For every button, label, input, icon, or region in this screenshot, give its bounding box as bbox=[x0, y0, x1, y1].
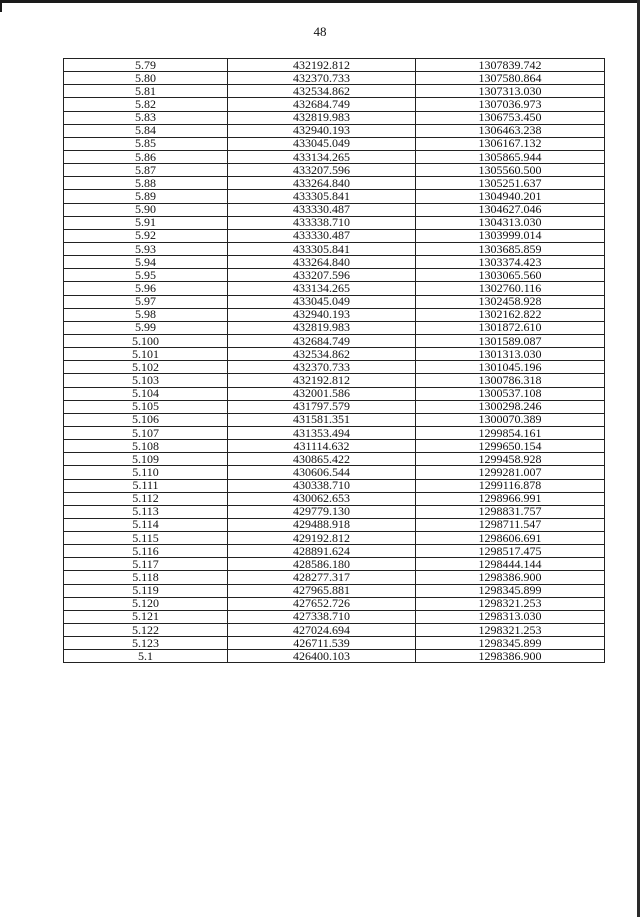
point-id-cell: 5.104 bbox=[64, 387, 228, 400]
table-row bbox=[64, 374, 605, 387]
y-coordinate-cell: 1303065.560 bbox=[416, 269, 605, 282]
table-row bbox=[64, 124, 605, 137]
table-row bbox=[64, 295, 605, 308]
x-coordinate-cell: 429488.918 bbox=[228, 518, 416, 531]
x-coordinate-cell: 432534.862 bbox=[228, 85, 416, 98]
x-coordinate-cell: 432819.983 bbox=[228, 321, 416, 334]
x-coordinate-cell: 433330.487 bbox=[228, 203, 416, 216]
point-id-cell: 5.120 bbox=[64, 597, 228, 610]
y-coordinate-cell: 1298606.691 bbox=[416, 532, 605, 545]
point-id-cell: 5.111 bbox=[64, 479, 228, 492]
x-coordinate-cell: 430062.653 bbox=[228, 492, 416, 505]
y-coordinate-cell: 1304313.030 bbox=[416, 216, 605, 229]
point-id-cell: 5.121 bbox=[64, 610, 228, 623]
point-id-cell: 5.117 bbox=[64, 558, 228, 571]
x-coordinate-cell: 427024.694 bbox=[228, 624, 416, 637]
table-row bbox=[64, 440, 605, 453]
table-row bbox=[64, 59, 605, 72]
y-coordinate-cell: 1298966.991 bbox=[416, 492, 605, 505]
point-id-cell: 5.107 bbox=[64, 426, 228, 439]
y-coordinate-cell: 1298517.475 bbox=[416, 545, 605, 558]
scan-border-top bbox=[0, 0, 640, 3]
x-coordinate-cell: 432819.983 bbox=[228, 111, 416, 124]
point-id-cell: 5.103 bbox=[64, 374, 228, 387]
y-coordinate-cell: 1307036.973 bbox=[416, 98, 605, 111]
x-coordinate-cell: 433134.265 bbox=[228, 150, 416, 163]
y-coordinate-cell: 1300786.318 bbox=[416, 374, 605, 387]
point-id-cell: 5.86 bbox=[64, 150, 228, 163]
table-row bbox=[64, 85, 605, 98]
table-row bbox=[64, 72, 605, 85]
x-coordinate-cell: 431353.494 bbox=[228, 426, 416, 439]
y-coordinate-cell: 1298831.757 bbox=[416, 505, 605, 518]
y-coordinate-cell: 1298345.899 bbox=[416, 584, 605, 597]
point-id-cell: 5.116 bbox=[64, 545, 228, 558]
x-coordinate-cell: 427652.726 bbox=[228, 597, 416, 610]
y-coordinate-cell: 1307313.030 bbox=[416, 85, 605, 98]
y-coordinate-cell: 1306753.450 bbox=[416, 111, 605, 124]
y-coordinate-cell: 1298313.030 bbox=[416, 610, 605, 623]
point-id-cell: 5.89 bbox=[64, 190, 228, 203]
table-row bbox=[64, 361, 605, 374]
point-id-cell: 5.113 bbox=[64, 505, 228, 518]
point-id-cell: 5.119 bbox=[64, 584, 228, 597]
y-coordinate-cell: 1299281.007 bbox=[416, 466, 605, 479]
x-coordinate-cell: 433045.049 bbox=[228, 137, 416, 150]
table-row bbox=[64, 584, 605, 597]
table-row bbox=[64, 111, 605, 124]
y-coordinate-cell: 1299116.878 bbox=[416, 479, 605, 492]
table-row bbox=[64, 571, 605, 584]
y-coordinate-cell: 1305560.500 bbox=[416, 164, 605, 177]
point-id-cell: 5.114 bbox=[64, 518, 228, 531]
table-row bbox=[64, 624, 605, 637]
point-id-cell: 5.108 bbox=[64, 440, 228, 453]
table-row bbox=[64, 229, 605, 242]
x-coordinate-cell: 430338.710 bbox=[228, 479, 416, 492]
point-id-cell: 5.115 bbox=[64, 532, 228, 545]
y-coordinate-cell: 1299854.161 bbox=[416, 426, 605, 439]
point-id-cell: 5.123 bbox=[64, 637, 228, 650]
table-row bbox=[64, 426, 605, 439]
table-row bbox=[64, 387, 605, 400]
table-row bbox=[64, 400, 605, 413]
scan-border-corner bbox=[0, 0, 2, 12]
y-coordinate-cell: 1304627.046 bbox=[416, 203, 605, 216]
x-coordinate-cell: 427965.881 bbox=[228, 584, 416, 597]
table-row bbox=[64, 558, 605, 571]
y-coordinate-cell: 1303999.014 bbox=[416, 229, 605, 242]
point-id-cell: 5.81 bbox=[64, 85, 228, 98]
x-coordinate-cell: 432684.749 bbox=[228, 98, 416, 111]
point-id-cell: 5.105 bbox=[64, 400, 228, 413]
point-id-cell: 5.94 bbox=[64, 256, 228, 269]
table-row bbox=[64, 532, 605, 545]
x-coordinate-cell: 432940.193 bbox=[228, 124, 416, 137]
y-coordinate-cell: 1298386.900 bbox=[416, 650, 605, 663]
x-coordinate-cell: 433330.487 bbox=[228, 229, 416, 242]
x-coordinate-cell: 427338.710 bbox=[228, 610, 416, 623]
x-coordinate-cell: 432370.733 bbox=[228, 72, 416, 85]
x-coordinate-cell: 429779.130 bbox=[228, 505, 416, 518]
x-coordinate-cell: 433207.596 bbox=[228, 164, 416, 177]
point-id-cell: 5.93 bbox=[64, 242, 228, 255]
x-coordinate-cell: 433045.049 bbox=[228, 295, 416, 308]
point-id-cell: 5.87 bbox=[64, 164, 228, 177]
x-coordinate-cell: 433305.841 bbox=[228, 242, 416, 255]
table-row bbox=[64, 190, 605, 203]
y-coordinate-cell: 1299650.154 bbox=[416, 440, 605, 453]
y-coordinate-cell: 1305251.637 bbox=[416, 177, 605, 190]
x-coordinate-cell: 432370.733 bbox=[228, 361, 416, 374]
x-coordinate-cell: 433264.840 bbox=[228, 177, 416, 190]
y-coordinate-cell: 1303374.423 bbox=[416, 256, 605, 269]
table-row bbox=[64, 256, 605, 269]
table-row bbox=[64, 492, 605, 505]
point-id-cell: 5.85 bbox=[64, 137, 228, 150]
table-row bbox=[64, 242, 605, 255]
point-id-cell: 5.92 bbox=[64, 229, 228, 242]
point-id-cell: 5.98 bbox=[64, 308, 228, 321]
point-id-cell: 5.109 bbox=[64, 453, 228, 466]
y-coordinate-cell: 1302162.822 bbox=[416, 308, 605, 321]
table-row bbox=[64, 334, 605, 347]
y-coordinate-cell: 1298711.547 bbox=[416, 518, 605, 531]
point-id-cell: 5.80 bbox=[64, 72, 228, 85]
x-coordinate-cell: 432001.586 bbox=[228, 387, 416, 400]
point-id-cell: 5.97 bbox=[64, 295, 228, 308]
table-row bbox=[64, 269, 605, 282]
x-coordinate-cell: 428277.317 bbox=[228, 571, 416, 584]
point-id-cell: 5.122 bbox=[64, 624, 228, 637]
y-coordinate-cell: 1299458.928 bbox=[416, 453, 605, 466]
point-id-cell: 5.79 bbox=[64, 59, 228, 72]
y-coordinate-cell: 1301589.087 bbox=[416, 334, 605, 347]
coordinates-table bbox=[63, 58, 605, 663]
point-id-cell: 5.118 bbox=[64, 571, 228, 584]
y-coordinate-cell: 1298345.899 bbox=[416, 637, 605, 650]
x-coordinate-cell: 433338.710 bbox=[228, 216, 416, 229]
x-coordinate-cell: 433207.596 bbox=[228, 269, 416, 282]
y-coordinate-cell: 1300070.389 bbox=[416, 413, 605, 426]
y-coordinate-cell: 1298386.900 bbox=[416, 571, 605, 584]
x-coordinate-cell: 431114.632 bbox=[228, 440, 416, 453]
x-coordinate-cell: 428891.624 bbox=[228, 545, 416, 558]
table-row bbox=[64, 308, 605, 321]
x-coordinate-cell: 432534.862 bbox=[228, 348, 416, 361]
point-id-cell: 5.91 bbox=[64, 216, 228, 229]
point-id-cell: 5.88 bbox=[64, 177, 228, 190]
y-coordinate-cell: 1307839.742 bbox=[416, 59, 605, 72]
y-coordinate-cell: 1305865.944 bbox=[416, 150, 605, 163]
point-id-cell: 5.96 bbox=[64, 282, 228, 295]
x-coordinate-cell: 433264.840 bbox=[228, 256, 416, 269]
table-row bbox=[64, 518, 605, 531]
x-coordinate-cell: 426711.539 bbox=[228, 637, 416, 650]
y-coordinate-cell: 1300298.246 bbox=[416, 400, 605, 413]
table-row bbox=[64, 98, 605, 111]
table-row bbox=[64, 597, 605, 610]
table-row bbox=[64, 321, 605, 334]
x-coordinate-cell: 433305.841 bbox=[228, 190, 416, 203]
table-row bbox=[64, 282, 605, 295]
point-id-cell: 5.106 bbox=[64, 413, 228, 426]
x-coordinate-cell: 433134.265 bbox=[228, 282, 416, 295]
y-coordinate-cell: 1298444.144 bbox=[416, 558, 605, 571]
table-row bbox=[64, 413, 605, 426]
y-coordinate-cell: 1304940.201 bbox=[416, 190, 605, 203]
y-coordinate-cell: 1301313.030 bbox=[416, 348, 605, 361]
point-id-cell: 5.90 bbox=[64, 203, 228, 216]
x-coordinate-cell: 432192.812 bbox=[228, 374, 416, 387]
x-coordinate-cell: 432192.812 bbox=[228, 59, 416, 72]
y-coordinate-cell: 1306167.132 bbox=[416, 137, 605, 150]
point-id-cell: 5.83 bbox=[64, 111, 228, 124]
table-row bbox=[64, 216, 605, 229]
y-coordinate-cell: 1301872.610 bbox=[416, 321, 605, 334]
table-row bbox=[64, 466, 605, 479]
y-coordinate-cell: 1302458.928 bbox=[416, 295, 605, 308]
table-row bbox=[64, 348, 605, 361]
x-coordinate-cell: 431797.579 bbox=[228, 400, 416, 413]
table-row bbox=[64, 650, 605, 663]
x-coordinate-cell: 426400.103 bbox=[228, 650, 416, 663]
coordinates-table-body bbox=[64, 59, 605, 663]
table-row bbox=[64, 479, 605, 492]
point-id-cell: 5.84 bbox=[64, 124, 228, 137]
page-number: 48 bbox=[313, 24, 327, 39]
y-coordinate-cell: 1298321.253 bbox=[416, 597, 605, 610]
table-row bbox=[64, 164, 605, 177]
x-coordinate-cell: 428586.180 bbox=[228, 558, 416, 571]
point-id-cell: 5.110 bbox=[64, 466, 228, 479]
table-row bbox=[64, 453, 605, 466]
point-id-cell: 5.82 bbox=[64, 98, 228, 111]
y-coordinate-cell: 1302760.116 bbox=[416, 282, 605, 295]
x-coordinate-cell: 430865.422 bbox=[228, 453, 416, 466]
table-row bbox=[64, 610, 605, 623]
table-row bbox=[64, 637, 605, 650]
point-id-cell: 5.99 bbox=[64, 321, 228, 334]
point-id-cell: 5.100 bbox=[64, 334, 228, 347]
y-coordinate-cell: 1307580.864 bbox=[416, 72, 605, 85]
point-id-cell: 5.112 bbox=[64, 492, 228, 505]
table-row bbox=[64, 545, 605, 558]
x-coordinate-cell: 431581.351 bbox=[228, 413, 416, 426]
x-coordinate-cell: 430606.544 bbox=[228, 466, 416, 479]
y-coordinate-cell: 1298321.253 bbox=[416, 624, 605, 637]
table-row bbox=[64, 505, 605, 518]
table-row bbox=[64, 177, 605, 190]
x-coordinate-cell: 432684.749 bbox=[228, 334, 416, 347]
point-id-cell: 5.102 bbox=[64, 361, 228, 374]
point-id-cell: 5.101 bbox=[64, 348, 228, 361]
y-coordinate-cell: 1306463.238 bbox=[416, 124, 605, 137]
table-row bbox=[64, 150, 605, 163]
point-id-cell: 5.95 bbox=[64, 269, 228, 282]
point-id-cell: 5.1 bbox=[64, 650, 228, 663]
y-coordinate-cell: 1303685.859 bbox=[416, 242, 605, 255]
y-coordinate-cell: 1300537.108 bbox=[416, 387, 605, 400]
y-coordinate-cell: 1301045.196 bbox=[416, 361, 605, 374]
table-row bbox=[64, 137, 605, 150]
x-coordinate-cell: 429192.812 bbox=[228, 532, 416, 545]
table-row bbox=[64, 203, 605, 216]
x-coordinate-cell: 432940.193 bbox=[228, 308, 416, 321]
